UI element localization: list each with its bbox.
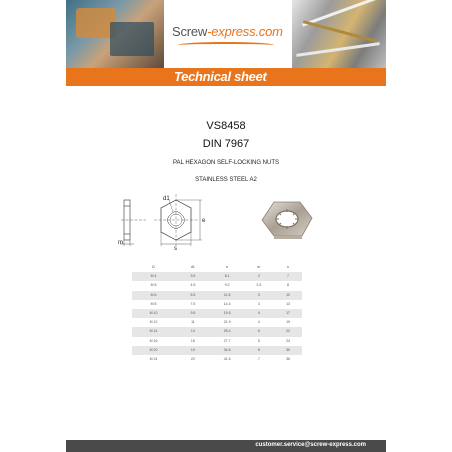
- logo-text-1: Screw: [172, 24, 208, 39]
- table-row: [132, 300, 302, 309]
- table-cell: 2.5: [256, 283, 262, 288]
- table-header-cell: D: [132, 263, 175, 272]
- table-cell: 30: [274, 346, 302, 355]
- technical-sheet-page: [66, 0, 386, 452]
- table-row: [132, 327, 302, 336]
- table-cell: M 14: [132, 327, 175, 336]
- label-m: m: [118, 240, 123, 246]
- technical-drawing: [116, 190, 276, 250]
- table-cell: 11: [191, 320, 195, 325]
- banner-title: Technical sheet: [174, 69, 267, 84]
- table-cell: 11.5: [211, 291, 244, 300]
- nut-photo: [256, 196, 316, 244]
- table-cell: 9.2: [224, 283, 230, 288]
- table-row: [132, 355, 302, 364]
- table-cell: 2: [244, 272, 274, 281]
- table-header-cell: m: [244, 263, 274, 272]
- table-cell: 3: [257, 301, 260, 306]
- table-cell: 4.5: [190, 283, 196, 288]
- table-cell: 7: [257, 356, 260, 361]
- header: [66, 0, 386, 68]
- logo-text-2: -express.com: [207, 24, 283, 39]
- table-cell: 8.1: [211, 272, 244, 281]
- table-row: [132, 346, 302, 355]
- footer-bar: [66, 440, 386, 452]
- table-header-cell: e: [211, 263, 244, 272]
- product-standard: DIN 7967: [202, 138, 250, 150]
- table-cell: 25.4: [211, 327, 244, 336]
- table-cell: 36: [286, 356, 290, 361]
- table-cell: 3: [244, 291, 274, 300]
- table-cell: 14.4: [223, 301, 231, 306]
- table-cell: 34.6: [211, 346, 244, 355]
- table-cell: M 24: [149, 356, 158, 361]
- table-cell: 7.5: [190, 301, 196, 306]
- table-cell: 3.5: [175, 272, 211, 281]
- table-cell: 13: [175, 327, 211, 336]
- table-cell: 15: [190, 338, 195, 343]
- table-cell: 17: [274, 309, 302, 318]
- table-cell: M 8: [150, 301, 157, 306]
- table-cell: 22: [274, 327, 302, 336]
- table-cell: 41.6: [223, 356, 231, 361]
- table-row: [132, 272, 302, 281]
- table-cell: 22: [190, 356, 195, 361]
- table-header-row: [132, 263, 302, 272]
- table-cell: 13: [286, 301, 290, 306]
- product-code: VS8458: [206, 120, 246, 132]
- table-row: [132, 281, 302, 290]
- table-cell: 10: [274, 291, 302, 300]
- table-row: [132, 337, 302, 346]
- table-cell: 4: [257, 320, 260, 325]
- screws-photo: [292, 0, 386, 68]
- table-cell: 19.6: [211, 309, 244, 318]
- tools-photo: [66, 0, 164, 68]
- table-cell: 5: [257, 338, 260, 343]
- table-row: [132, 318, 302, 327]
- dimensions-table: [132, 263, 302, 364]
- label-s: s: [174, 246, 177, 250]
- table-cell: M 20: [132, 346, 175, 355]
- table-cell: 19: [286, 320, 290, 325]
- table-header-cell: d1: [175, 263, 211, 272]
- table-cell: M 4: [132, 272, 175, 281]
- table-cell: 4: [244, 309, 274, 318]
- table-cell: M 6: [132, 291, 175, 300]
- table-cell: 5: [244, 327, 274, 336]
- table-cell: 8: [287, 283, 289, 288]
- table-cell: 27.7: [223, 338, 231, 343]
- table-cell: 7: [274, 272, 302, 281]
- logo-swoosh: [178, 42, 274, 48]
- table-row: [132, 309, 302, 318]
- table-cell: M 12: [149, 320, 158, 325]
- footer-email[interactable]: customer.service@screw-express.com: [255, 442, 366, 448]
- label-d1: d1: [163, 196, 170, 202]
- table-header-cell: s: [274, 263, 302, 272]
- product-material: STAINLESS STEEL A2: [195, 177, 257, 183]
- product-name: PAL HEXAGON SELF-LOCKING NUTS: [172, 160, 280, 166]
- table-row: [132, 291, 302, 300]
- label-e: e: [202, 218, 206, 224]
- table-cell: 24: [286, 338, 290, 343]
- table-cell: 5.5: [175, 291, 211, 300]
- table-cell: 21.9: [223, 320, 231, 325]
- table-cell: 19: [175, 346, 211, 355]
- logo-area: [164, 0, 292, 68]
- table-cell: 6: [244, 346, 274, 355]
- banner-bar: [66, 68, 386, 86]
- logo: [172, 24, 283, 39]
- table-cell: M 16: [149, 338, 158, 343]
- table-cell: 9.5: [175, 309, 211, 318]
- table-cell: M 10: [132, 309, 175, 318]
- table-cell: M 5: [150, 283, 157, 288]
